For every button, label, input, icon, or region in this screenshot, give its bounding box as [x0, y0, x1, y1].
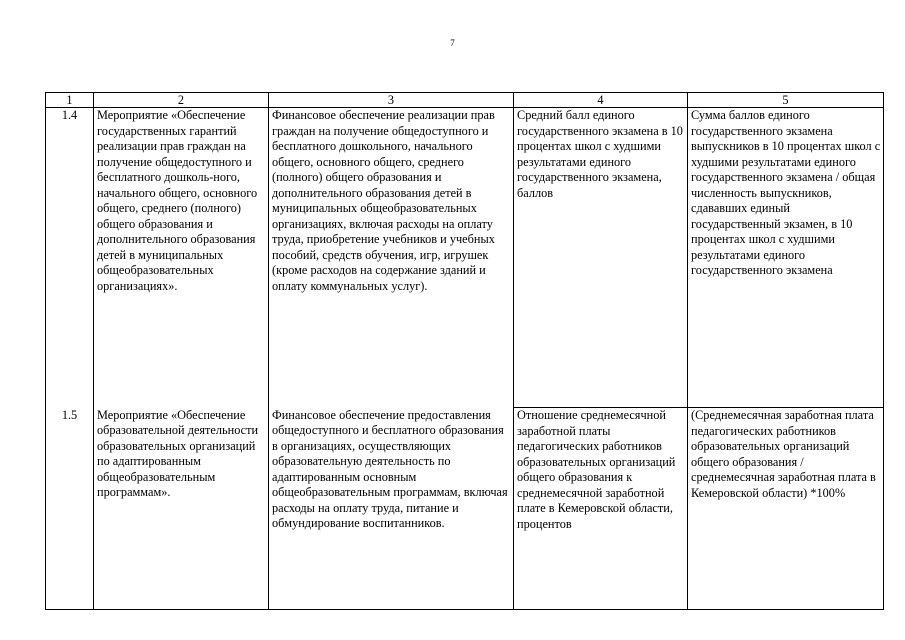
indicator-name: Отношение среднемесячной заработной платы педагогических работников образовательных организаций общего образования к среднемесячной заработной плате в Кемеровской области, процентов	[514, 408, 688, 610]
calculation-method: Сумма баллов единого государственного экзамена выпускников в 10 процентах школ с худшими результатами единого государственного экзамена / общая численность выпускников, сдававших единый государственный экзамен, в 10 процентах школ с худшими результатами единого государственного экзамена	[688, 108, 884, 408]
table-row	[46, 108, 884, 408]
financing-description: Финансовое обеспечение предоставления общедоступного и бесплатного образования в организациях, осуществляющих образовательную деятельность по адаптированным основным общеобразовательным программам, включая расходы на оплату труда, питание и обмундирование воспитанников.	[269, 408, 514, 610]
financing-description: Финансовое обеспечение реализации прав граждан на получение общедоступного и бесплатного дошкольного, начального общего, основного общего, среднего (полного) общего образования и дополнительного образования детей в муниципальных общеобразовательных организациях, включая расходы на оплату труда, приобретение учебников и учебных пособий, средств обучения, игр, игрушек (кроме расходов на содержание зданий и оплату коммунальных услуг).	[269, 108, 514, 408]
event-name: Мероприятие «Обеспечение государственных гарантий реализации прав граждан на получение общедоступного и бесплатного дошколь-ного, начального общего, основного общего, среднего (полного) общего образования и дополнительного образования детей в муниципальных общеобразовательных организациях».	[94, 108, 269, 408]
column-header: 2	[94, 93, 269, 108]
page-number: 7	[450, 38, 455, 48]
column-header: 4	[514, 93, 688, 108]
column-header: 5	[688, 93, 884, 108]
column-header: 3	[269, 93, 514, 108]
column-header: 1	[46, 93, 94, 108]
table-header-row	[46, 93, 884, 108]
row-number: 1.4	[46, 108, 94, 408]
table-row	[46, 408, 884, 610]
indicator-name: Средний балл единого государственного экзамена в 10 процентах школ с худшими результатами единого государственного экзамена, баллов	[514, 108, 688, 408]
row-number: 1.5	[46, 408, 94, 610]
event-name: Мероприятие «Обеспечение образовательной деятельности образовательных организаций по адаптированным общеобразовательным программам».	[94, 408, 269, 610]
activities-table	[45, 92, 884, 610]
calculation-method: (Среднемесячная заработная плата педагогических работников образовательных организаций общего образования / среднемесячная заработная плата в Кемеровской области) *100%	[688, 408, 884, 610]
